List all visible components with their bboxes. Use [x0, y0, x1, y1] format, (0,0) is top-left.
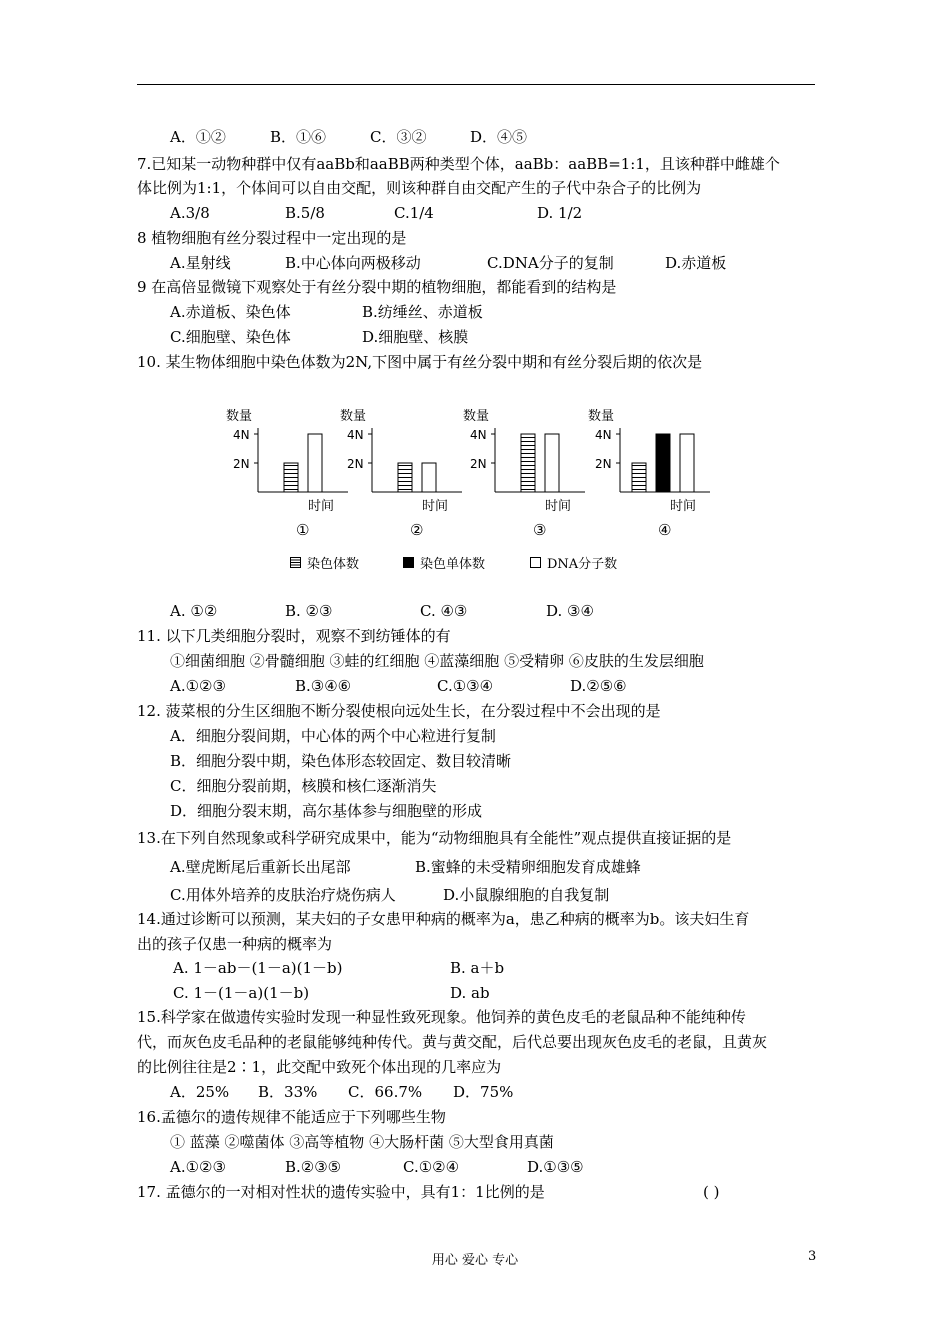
bar-dna — [422, 463, 436, 492]
q9-option-d: D.细胞壁、核膜 — [362, 328, 469, 346]
panel-label: ① — [296, 521, 310, 539]
legend-black-swatch — [403, 557, 414, 568]
q15-stem-line1: 15.科学家在做遗传实验时发现一种显性致死现象。他饲养的黄色皮毛的老鼠品种不能纯种传 — [137, 1008, 746, 1026]
legend-white-swatch — [530, 557, 541, 568]
q11-items: ①细菌细胞 ②骨髓细胞 ③蛙的红细胞 ④蓝藻细胞 ⑤受精卵 ⑥皮肤的生发层细胞 — [170, 652, 704, 670]
y-axis-label: 数量 — [340, 409, 367, 424]
q7-option-d: D. 1/2 — [537, 204, 583, 222]
q10-option-a: A. ①② — [170, 602, 218, 620]
q11-option-d: D.②⑤⑥ — [570, 677, 627, 695]
q16-option-a: A.①②③ — [170, 1158, 226, 1176]
legend-dna-label: DNA分子数 — [547, 557, 618, 572]
q15-stem-line3: 的比例往往是2∶1，此交配中致死个体出现的几率应为 — [137, 1058, 502, 1076]
q13-option-c: C.用体外培养的皮肤治疗烧伤病人 — [170, 886, 396, 904]
q7-option-c: C.1/4 — [394, 204, 434, 222]
q11-option-c: C.①③④ — [437, 677, 494, 695]
q9-option-c: C.细胞壁、染色体 — [170, 328, 291, 346]
tick-label-2n: 2N — [347, 457, 364, 471]
page-footer: 用心 爱心 专心 — [431, 1253, 519, 1268]
q15-option-d: D．75% — [453, 1083, 514, 1101]
q13-stem: 13.在下列自然现象或科学研究成果中，能为“动物细胞具有全能性”观点提供直接证据的是 — [137, 829, 732, 847]
q6-option-b: B．①⑥ — [270, 128, 327, 146]
q16-stem: 16.孟德尔的遗传规律不能适应于下列哪些生物 — [137, 1108, 446, 1126]
q8-option-c: C.DNA分子的复制 — [487, 254, 614, 272]
q7-option-a: A.3/8 — [170, 204, 210, 222]
q7-stem-line1: 7.已知某一动物种群中仅有aaBb和aaBB两种类型个体，aaBb：aaBB=1:1，且该种群中雌雄个 — [137, 155, 780, 173]
q9-option-b: B.纺缍丝、赤道板 — [362, 303, 483, 321]
tick-label-4n: 4N — [595, 428, 612, 442]
q12-option-c: C．细胞分裂前期，核膜和核仁逐渐消失 — [170, 777, 437, 795]
x-axis-label: 时间 — [422, 499, 449, 514]
q11-option-a: A.①②③ — [170, 677, 226, 695]
legend-dna — [530, 553, 617, 572]
q14-option-d: D. ab — [450, 984, 490, 1002]
x-axis-label: 时间 — [545, 499, 572, 514]
x-axis-label: 时间 — [308, 499, 335, 514]
q13-option-d: D.小鼠腺细胞的自我复制 — [443, 886, 610, 904]
q13-option-b: B.蜜蜂的未受精卵细胞发育成雄蜂 — [415, 858, 641, 876]
q14-option-a: A. 1－ab－(1－a)(1－b) — [173, 959, 343, 977]
bar-dna — [308, 434, 322, 492]
q16-option-b: B.②③⑤ — [285, 1158, 342, 1176]
q6-option-a: A．①② — [170, 128, 226, 146]
q6-option-d: D．④⑤ — [470, 128, 528, 146]
q8-option-a: A.星射线 — [170, 254, 231, 272]
q8-option-d: D.赤道板 — [665, 254, 727, 272]
y-axis-label: 数量 — [463, 409, 490, 424]
bar-chromatid — [656, 434, 670, 492]
q6-option-c: C．③② — [370, 128, 427, 146]
q12-option-d: D．细胞分裂末期，高尔基体参与细胞壁的形成 — [170, 802, 483, 820]
q9-option-a: A.赤道板、染色体 — [170, 303, 291, 321]
panel-label: ③ — [533, 521, 547, 539]
q14-option-b: B. a＋b — [450, 959, 505, 977]
bar-dna — [680, 434, 694, 492]
q10-option-c: C. ④③ — [420, 602, 468, 620]
q15-option-b: B．33% — [258, 1083, 318, 1101]
q7-stem-line2: 体比例为1:1，个体间可以自由交配，则该种群自由交配产生的子代中杂合子的比例为 — [137, 179, 702, 197]
legend-chromatid — [403, 553, 485, 572]
q7-option-b: B.5/8 — [285, 204, 325, 222]
legend-chromosome — [290, 553, 359, 572]
q13-option-a: A.壁虎断尾后重新长出尾部 — [170, 858, 351, 876]
y-axis-label: 数量 — [226, 409, 253, 424]
tick-label-2n: 2N — [595, 457, 612, 471]
y-axis-label: 数量 — [588, 409, 615, 424]
q15-option-c: C．66.7% — [348, 1083, 423, 1101]
q15-option-a: A．25% — [170, 1083, 230, 1101]
q15-stem-line2: 代，而灰色皮毛品种的老鼠能够纯种传代。黄与黄交配，后代总要出现灰色皮毛的老鼠，且黄灰 — [137, 1033, 768, 1051]
page-number: 3 — [808, 1249, 817, 1264]
q12-stem: 12. 菠菜根的分生区细胞不断分裂使根向远处生长，在分裂过程中不会出现的是 — [137, 702, 661, 720]
tick-label-4n: 4N — [233, 428, 250, 442]
q14-stem-line1: 14.通过诊断可以预测，某夫妇的子女患甲种病的概率为a，患乙种病的概率为b。该夫妇生育 — [137, 910, 750, 928]
x-axis-label: 时间 — [670, 499, 697, 514]
header-rule — [137, 84, 815, 85]
q8-stem: 8 植物细胞有丝分裂过程中一定出现的是 — [137, 229, 407, 247]
q14-stem-line2: 出的孩子仅患一种病的概率为 — [137, 935, 333, 953]
legend-chromosome-label: 染色体数 — [307, 557, 360, 572]
tick-label-4n: 4N — [347, 428, 364, 442]
q9-stem: 9 在高倍显微镜下观察处于有丝分裂中期的植物细胞，都能看到的结构是 — [137, 278, 617, 296]
q16-option-d: D.①③⑤ — [527, 1158, 584, 1176]
panel-label: ② — [410, 521, 424, 539]
q12-option-a: A．细胞分裂间期，中心体的两个中心粒进行复制 — [170, 727, 496, 745]
bar-chromosome — [398, 463, 412, 492]
tick-label-2n: 2N — [470, 457, 487, 471]
q17-stem: 17. 孟德尔的一对相对性状的遗传实验中，具有1：1比例的是 — [137, 1183, 545, 1201]
q17-answer-bracket: ( ) — [703, 1183, 720, 1201]
q10-stem: 10. 某生物体细胞中染色体数为2N,下图中属于有丝分裂中期和有丝分裂后期的依次是 — [137, 353, 703, 371]
q10-option-b: B. ②③ — [285, 602, 333, 620]
tick-label-4n: 4N — [470, 428, 487, 442]
q11-stem: 11. 以下几类细胞分裂时，观察不到纺锤体的有 — [137, 627, 451, 645]
tick-label-2n: 2N — [233, 457, 250, 471]
q8-option-b: B.中心体向两极移动 — [285, 254, 421, 272]
bar-chromosome — [521, 434, 535, 492]
q10-option-d: D. ③④ — [546, 602, 594, 620]
q11-option-b: B.③④⑥ — [295, 677, 352, 695]
panel-label: ④ — [658, 521, 672, 539]
q16-option-c: C.①②④ — [403, 1158, 460, 1176]
q12-option-b: B．细胞分裂中期，染色体形态较固定、数目较清晰 — [170, 752, 512, 770]
legend-striped-swatch — [290, 557, 301, 568]
legend-chromatid-label: 染色单体数 — [420, 557, 486, 572]
q14-option-c: C. 1－(1－a)(1－b) — [173, 984, 310, 1002]
bar-chromosome — [284, 463, 298, 492]
q16-items: ① 蓝藻 ②噬菌体 ③高等植物 ④大肠杆菌 ⑤大型食用真菌 — [170, 1133, 554, 1151]
bar-chromosome — [632, 463, 646, 492]
bar-dna — [545, 434, 559, 492]
